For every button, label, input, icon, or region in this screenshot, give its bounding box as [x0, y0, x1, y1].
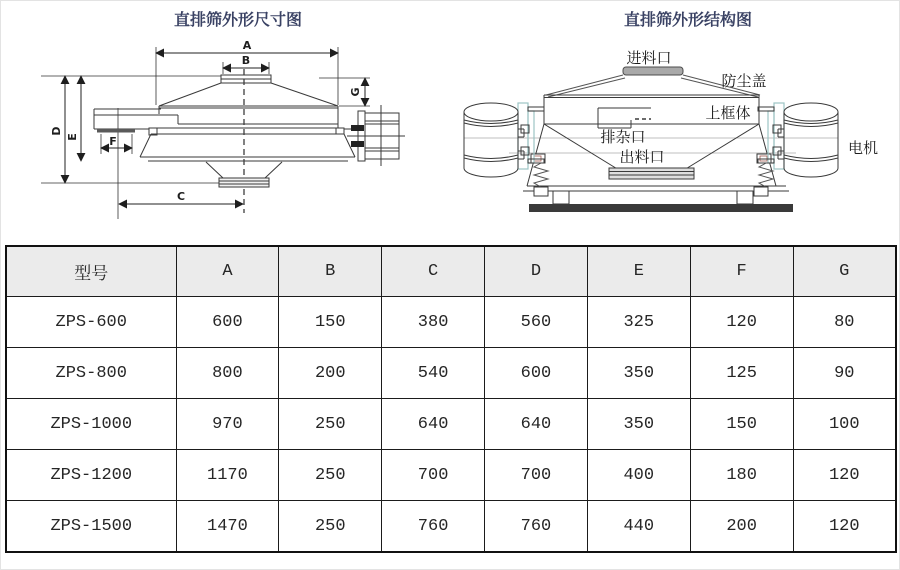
right-motor: [778, 103, 838, 177]
left-motor: [464, 103, 524, 177]
cell-b: 250: [279, 450, 382, 501]
table-row: [6, 450, 896, 501]
table-row: [6, 399, 896, 450]
cell-d: 760: [485, 501, 588, 553]
table-row: [6, 501, 896, 553]
spec-table: [5, 245, 897, 553]
col-header-g: G: [793, 246, 896, 297]
cell-c: 760: [382, 501, 485, 553]
cell-d: 600: [485, 348, 588, 399]
dim-label-f: F: [109, 135, 117, 148]
cell-model: ZPS-800: [6, 348, 176, 399]
cell-a: 1470: [176, 501, 279, 553]
cell-model: ZPS-1200: [6, 450, 176, 501]
cell-f: 180: [690, 450, 793, 501]
dimension-diagram: [1, 1, 451, 239]
cell-g: 90: [793, 348, 896, 399]
col-header-c: C: [382, 246, 485, 297]
cell-c: 640: [382, 399, 485, 450]
cell-e: 440: [587, 501, 690, 553]
cell-a: 800: [176, 348, 279, 399]
cell-d: 700: [485, 450, 588, 501]
cell-c: 540: [382, 348, 485, 399]
cell-e: 350: [587, 399, 690, 450]
left-diagram-title: 直排筛外形尺寸图: [173, 12, 303, 29]
cell-a: 970: [176, 399, 279, 450]
cell-b: 250: [279, 399, 382, 450]
cell-b: 150: [279, 297, 382, 348]
cell-c: 380: [382, 297, 485, 348]
cell-a: 1170: [176, 450, 279, 501]
structure-diagram: [451, 1, 900, 239]
dim-label-e: E: [66, 133, 79, 141]
cell-model: ZPS-600: [6, 297, 176, 348]
dim-label-a: A: [242, 39, 252, 52]
table-row: [6, 348, 896, 399]
cell-e: 350: [587, 348, 690, 399]
cell-g: 120: [793, 450, 896, 501]
right-diagram-title: 直排筛外形结构图: [623, 12, 753, 29]
label-dust-cover: 防尘盖: [721, 74, 767, 90]
cell-b: 200: [279, 348, 382, 399]
label-impurity-outlet: 排杂口: [600, 130, 646, 146]
cell-g: 100: [793, 399, 896, 450]
col-header-d: D: [485, 246, 588, 297]
col-header-b: B: [279, 246, 382, 297]
cell-b: 250: [279, 501, 382, 553]
cell-g: 120: [793, 501, 896, 553]
cell-model: ZPS-1000: [6, 399, 176, 450]
label-inlet: 进料口: [626, 51, 672, 67]
label-discharge-outlet: 出料口: [619, 150, 665, 166]
dim-label-b: B: [241, 54, 251, 67]
table-row: [6, 297, 896, 348]
label-motor: 电机: [847, 141, 879, 157]
cell-d: 560: [485, 297, 588, 348]
cell-f: 200: [690, 501, 793, 553]
col-header-e: E: [587, 246, 690, 297]
cell-e: 400: [587, 450, 690, 501]
cell-f: 125: [690, 348, 793, 399]
cell-f: 150: [690, 399, 793, 450]
cell-d: 640: [485, 399, 588, 450]
cell-g: 80: [793, 297, 896, 348]
col-header-f: F: [690, 246, 793, 297]
table-header-row: [6, 246, 896, 297]
cell-c: 700: [382, 450, 485, 501]
cell-e: 325: [587, 297, 690, 348]
cell-model: ZPS-1500: [6, 501, 176, 553]
cell-f: 120: [690, 297, 793, 348]
dim-label-g: G: [349, 87, 362, 97]
col-header-a: A: [176, 246, 279, 297]
col-header-model: 型号: [6, 246, 176, 297]
dim-label-c: C: [176, 190, 186, 203]
label-upper-frame: 上框体: [705, 106, 751, 122]
dim-label-d: D: [50, 126, 63, 136]
cell-a: 600: [176, 297, 279, 348]
